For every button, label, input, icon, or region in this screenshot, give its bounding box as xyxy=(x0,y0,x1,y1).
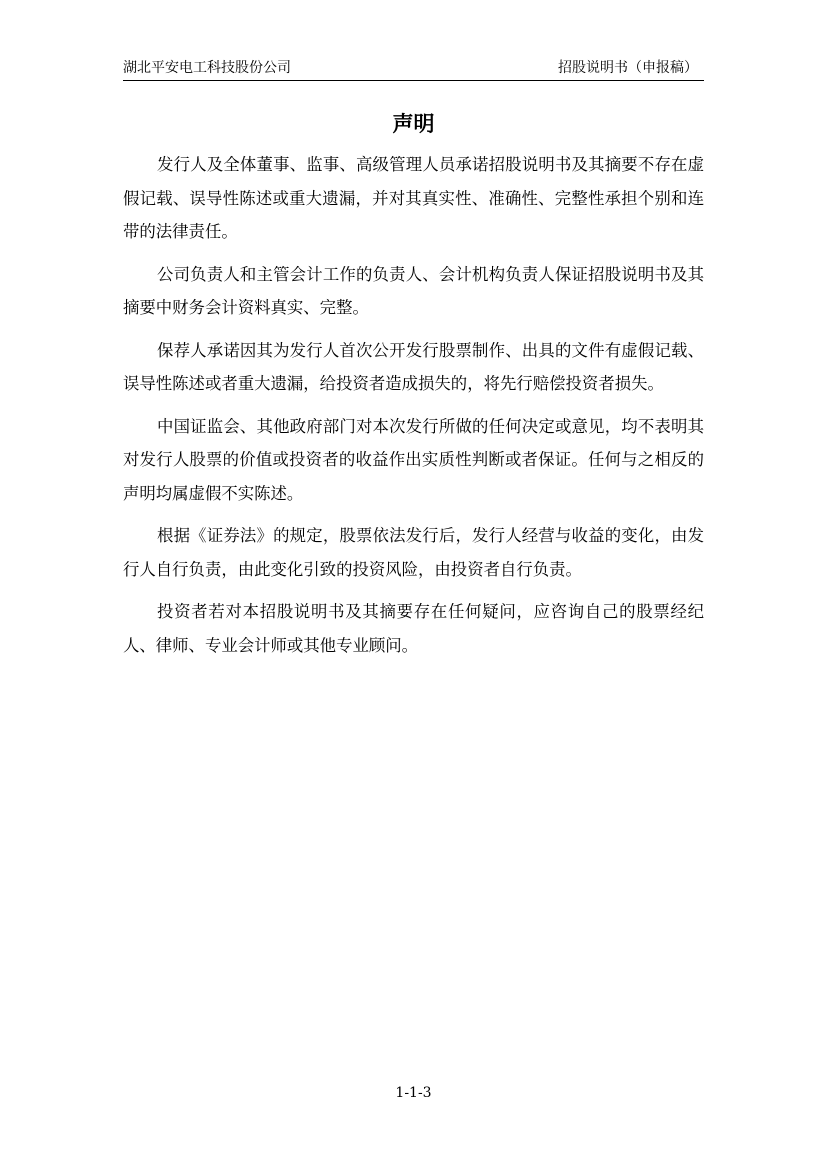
statement-paragraph-5: 根据《证券法》的规定，股票依法发行后，发行人经营与收益的变化，由发行人自行负责，由此变化引致的投资风险，由投资者自行负责。 xyxy=(123,526,704,579)
page-title: 声明 xyxy=(392,112,435,136)
statement-paragraph-2: 公司负责人和主管会计工作的负责人、会计机构负责人保证招股说明书及其摘要中财务会计资料真实、完整。 xyxy=(123,264,704,317)
header-company-name: 湖北平安电工科技股份公司 xyxy=(123,60,291,76)
statement-body xyxy=(123,148,704,671)
page-footer xyxy=(0,1083,827,1103)
page-number: 1-1-3 xyxy=(395,1085,432,1101)
statement-paragraph-6: 投资者若对本招股说明书及其摘要存在任何疑问，应咨询自己的股票经纪人、律师、专业会计师或其他专业顾问。 xyxy=(123,602,704,655)
header-document-name: 招股说明书（申报稿） xyxy=(558,60,698,76)
statement-paragraph-3: 保荐人承诺因其为发行人首次公开发行股票制作、出具的文件有虚假记载、误导性陈述或者重大遗漏，给投资者造成损失的，将先行赔偿投资者损失。 xyxy=(123,340,704,393)
statement-paragraph-1: 发行人及全体董事、监事、高级管理人员承诺招股说明书及其摘要不存在虚假记载、误导性陈述或重大遗漏，并对其真实性、准确性、完整性承担个别和连带的法律责任。 xyxy=(123,155,704,241)
page-header xyxy=(123,58,704,81)
statement-paragraph-4: 中国证监会、其他政府部门对本次发行所做的任何决定或意见，均不表明其对发行人股票的价值或投资者的收益作出实质性判断或者保证。任何与之相反的声明均属虚假不实陈述。 xyxy=(123,416,704,503)
